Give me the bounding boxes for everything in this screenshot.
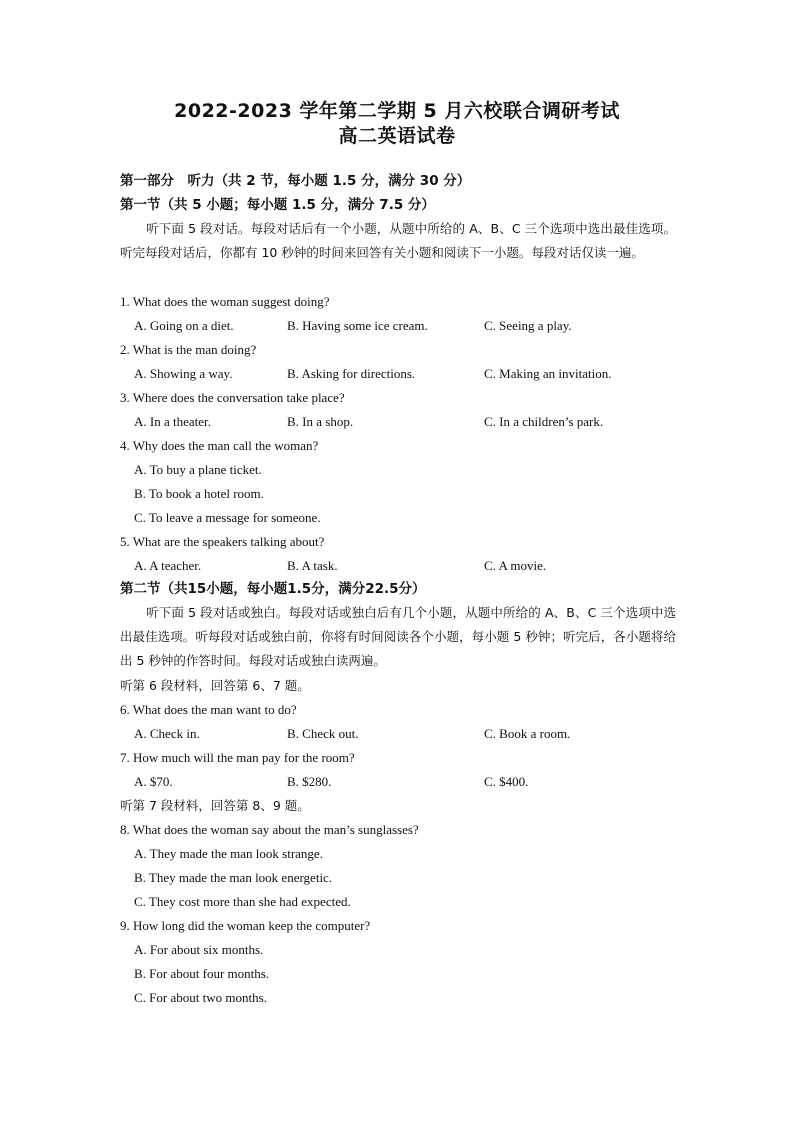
question-9-option-a: A. For about six months.	[134, 942, 264, 957]
question-6-option-a: A. Check in.	[134, 726, 200, 741]
question-3-option-a: A. In a theater.	[134, 414, 211, 429]
question-4-option-b: B. To book a hotel room.	[134, 486, 264, 501]
question-5-option-a: A. A teacher.	[134, 558, 202, 573]
section1-heading: 第一节（共 5 小题；每小题 1.5 分，满分 7.5 分）	[120, 197, 435, 213]
section2-instructions	[120, 601, 676, 673]
question-4-option-a: A. To buy a plane ticket.	[134, 462, 262, 477]
question-2-option-b: B. Asking for directions.	[287, 366, 416, 381]
question-3-option-c: C. In a children’s park.	[484, 414, 604, 429]
question-7-option-b: B. $280.	[287, 774, 332, 789]
question-6-stem: 6. What does the man want to do?	[120, 702, 297, 717]
question-2-option-a: A. Showing a way.	[134, 366, 233, 381]
question-3-option-b: B. In a shop.	[287, 414, 354, 429]
question-7-option-a: A. $70.	[134, 774, 173, 789]
question-9-option-b: B. For about four months.	[134, 966, 270, 981]
question-8-option-b: B. They made the man look energetic.	[134, 870, 333, 885]
section2-heading: 第二节（共15小题，每小题1.5分，满分22.5分）	[120, 581, 426, 597]
question-9-option-c: C. For about two months.	[134, 990, 267, 1005]
question-6-option-c: C. Book a room.	[484, 726, 571, 741]
question-1-stem: 1. What does the woman suggest doing?	[120, 294, 330, 309]
question-2-option-c: C. Making an invitation.	[484, 366, 612, 381]
question-5-stem: 5. What are the speakers talking about?	[120, 534, 325, 549]
exam-subtitle: 高二英语试卷	[338, 125, 456, 147]
question-5-option-b: B. A task.	[287, 558, 338, 573]
question-9-stem: 9. How long did the woman keep the computer?	[120, 918, 371, 933]
question-2-stem: 2. What is the man doing?	[120, 342, 257, 357]
question-8-stem: 8. What does the woman say about the man’s sunglasses?	[120, 822, 419, 837]
question-6-option-b: B. Check out.	[287, 726, 359, 741]
question-3-stem: 3. Where does the conversation take place?	[120, 390, 345, 405]
question-4-option-c: C. To leave a message for someone.	[134, 510, 321, 525]
section2-instructions-text: 听下面 5 段对话或独白。每段对话或独白后有几个小题，从题中所给的 A、B、C 三个选项中选出最佳选项。听每段对话或独白前，你将有时间阅读各个小题，每小题 5 秒钟；听完后，各小题将给出 5 秒钟的作答时间。每段对话或独白读两遍。	[120, 605, 676, 668]
question-1-option-c: C. Seeing a play.	[484, 318, 572, 333]
question-1-option-a: A. Going on a diet.	[134, 318, 234, 333]
material-7-note: 听第 7 段材料，回答第 8、9 题。	[120, 798, 310, 813]
question-8-option-a: A. They made the man look strange.	[134, 846, 323, 861]
exam-title: 2022-2023 学年第二学期 5 月六校联合调研考试	[174, 100, 620, 122]
question-7-option-c: C. $400.	[484, 774, 529, 789]
material-6-note: 听第 6 段材料，回答第 6、7 题。	[120, 678, 310, 693]
question-5-option-c: C. A movie.	[484, 558, 547, 573]
question-7-stem: 7. How much will the man pay for the room?	[120, 750, 355, 765]
question-8-option-c: C. They cost more than she had expected.	[134, 894, 351, 909]
question-4-stem: 4. Why does the man call the woman?	[120, 438, 319, 453]
section1-instructions-text: 听下面 5 段对话。每段对话后有一个小题，从题中所给的 A、B、C 三个选项中选出最佳选项。听完每段对话后，你都有 10 秒钟的时间来回答有关小题和阅读下一小题。每段对话仅读一遍。	[120, 221, 676, 260]
question-1-option-b: B. Having some ice cream.	[287, 318, 428, 333]
section1-instructions	[120, 217, 676, 265]
part1-heading: 第一部分 听力（共 2 节，每小题 1.5 分，满分 30 分）	[120, 173, 471, 189]
